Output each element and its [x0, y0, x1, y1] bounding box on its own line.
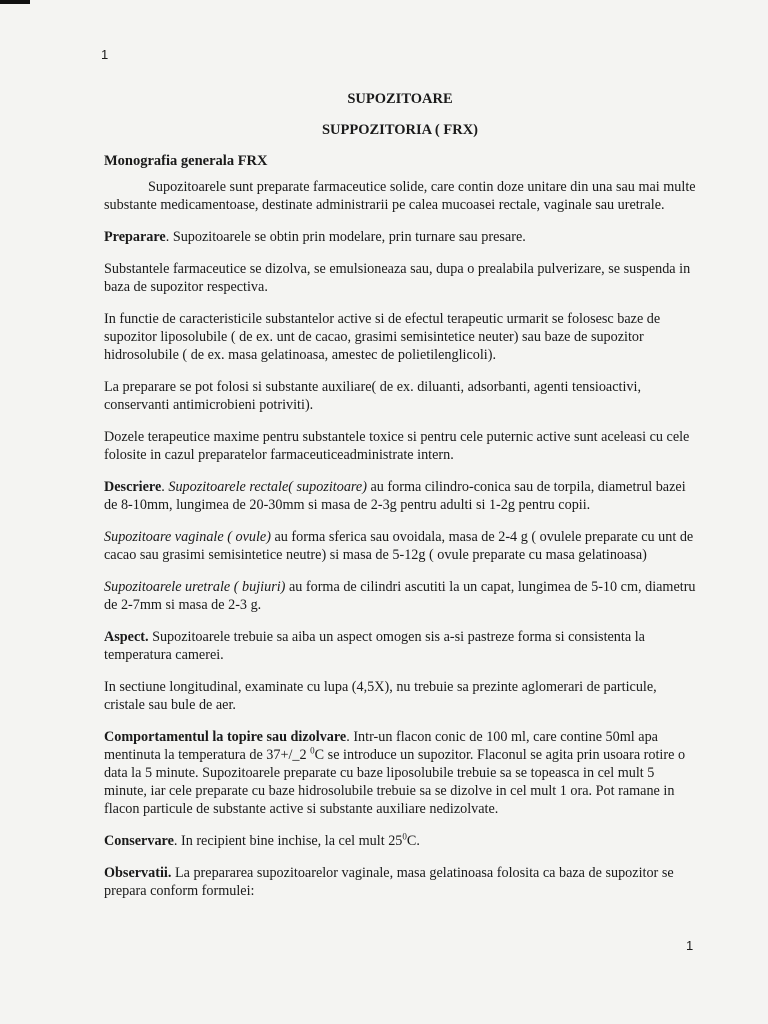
aspect-paragraph	[104, 628, 696, 664]
observatii-paragraph	[104, 864, 696, 900]
conservare-paragraph	[104, 832, 696, 850]
degree-superscript: 0	[310, 745, 315, 756]
descriere-label: Descriere	[104, 479, 162, 495]
auxiliare-paragraph: La preparare se pot folosi si substante auxiliare( de ex. diluanti, adsorbanti, agenti tensioactivi, conservanti antimicrobieni potriviti).	[104, 379, 641, 413]
comportament-label: Comportamentul la topire sau dizolvare	[104, 729, 347, 745]
comportament-paragraph	[104, 728, 696, 818]
conservare-text-b: C.	[406, 833, 420, 849]
preparare-paragraph	[104, 228, 696, 246]
comportament-text-a: . Intr-un flacon conic de 100 ml, care contine 50ml apa mentinuta la temperatura de 37+/_2	[104, 729, 658, 763]
page-number-bottom: 1	[686, 938, 694, 953]
document-subtitle: SUPPOZITORIA ( FRX)	[321, 122, 479, 138]
functie-paragraph: In functie de caracteristicile substantelor active si de efectul terapeutic urmarit se folosesc baze de supozitor liposolubile ( de ex. unt de cacao, grasimi semisintetice neuter) sau baze de supozitor hidrosolubile ( de ex. masa gelatinoasa, amestec de polietilenglicoli).	[104, 311, 661, 363]
descriere-dot: .	[161, 479, 169, 495]
document-body	[104, 90, 696, 900]
uretrale-italic: Supozitoarele uretrale ( bujiuri)	[104, 579, 286, 595]
page-number-top: 1	[101, 47, 109, 62]
aspect-text: Supozitoarele trebuie sa aiba un aspect omogen sis a-si pastreze forma si consistenta la temperatura camerei.	[104, 629, 645, 663]
comportament-text-b: C se introduce un supozitor. Flaconul se agita prin usoara rotire o data la 5 minute. Supozitoarele preparate cu baze liposolubile trebuie sa se topeasca in cel mult 5 minute, iar cele preparate cu baze hidrosolubile trebuie sa se dizolve in cel mult 1 ora. Pot ramane in flacon particule de substante active si substante auxiliare nedizolvate.	[104, 747, 686, 817]
descriere-paragraph	[104, 478, 696, 514]
conservare-label: Conservare	[104, 833, 174, 849]
intro-paragraph: Supozitoarele sunt preparate farmaceutice solide, care contin doze unitare din una sau mai multe substante medicamentoase, destinate administrarii pe calea mucoasei rectale, vaginale sau uretrale.	[104, 179, 696, 213]
section-heading: Monografia generala FRX	[104, 153, 268, 169]
degree-superscript: 0	[402, 831, 407, 842]
preparare-text: . Supozitoarele se obtin prin modelare, prin turnare sau presare.	[165, 229, 526, 245]
substante-paragraph: Substantele farmaceutice se dizolva, se emulsioneaza sau, dupa o prealabila pulverizare, se suspenda in baza de supozitor respectiva.	[104, 261, 691, 295]
dozele-paragraph: Dozele terapeutice maxime pentru substantele toxice si pentru cele puternic active sunt aceleasi cu cele folosite in cazul preparatelor farmaceuticeadministrate intern.	[104, 429, 690, 463]
uretrale-paragraph	[104, 578, 696, 614]
uretrale-text: au forma de cilindri ascutiti la un capat, lungimea de 5-10 cm, diametru de 2-7mm si masa de 2-3 g.	[104, 579, 696, 613]
vaginale-text: au forma sferica sau ovoidala, masa de 2-4 g ( ovulele preparate cu unt de cacao sau grasimi semisintetice neutre) si masa de 5-12g ( ovule preparate cu masa gelatinoasa)	[104, 529, 694, 563]
document-title: SUPOZITOARE	[347, 91, 453, 107]
descriere-italic: Supozitoarele rectale( supozitoare)	[168, 479, 367, 495]
conservare-text-a: . In recipient bine inchise, la cel mult 25	[173, 833, 403, 849]
aspect-label: Aspect.	[104, 629, 149, 645]
sectiune-paragraph: In sectiune longitudinal, examinate cu lupa (4,5X), nu trebuie sa prezinte aglomerari de particule, cristale sau bule de aer.	[104, 679, 657, 713]
observatii-text: La prepararea supozitoarelor vaginale, masa gelatinoasa folosita ca baza de supozitor se prepara conform formulei:	[104, 865, 674, 899]
scan-corner-mark	[0, 0, 30, 4]
descriere-text: au forma cilindro-conica sau de torpila, diametrul bazei de 8-10mm, lungimea de 20-30mm si masa de 2-3g pentru adulti si 1-2g pentru copii.	[104, 479, 686, 513]
preparare-label: Preparare	[104, 229, 166, 245]
vaginale-paragraph	[104, 528, 696, 564]
observatii-label: Observatii.	[104, 865, 172, 881]
vaginale-italic: Supozitoare vaginale ( ovule)	[104, 529, 271, 545]
